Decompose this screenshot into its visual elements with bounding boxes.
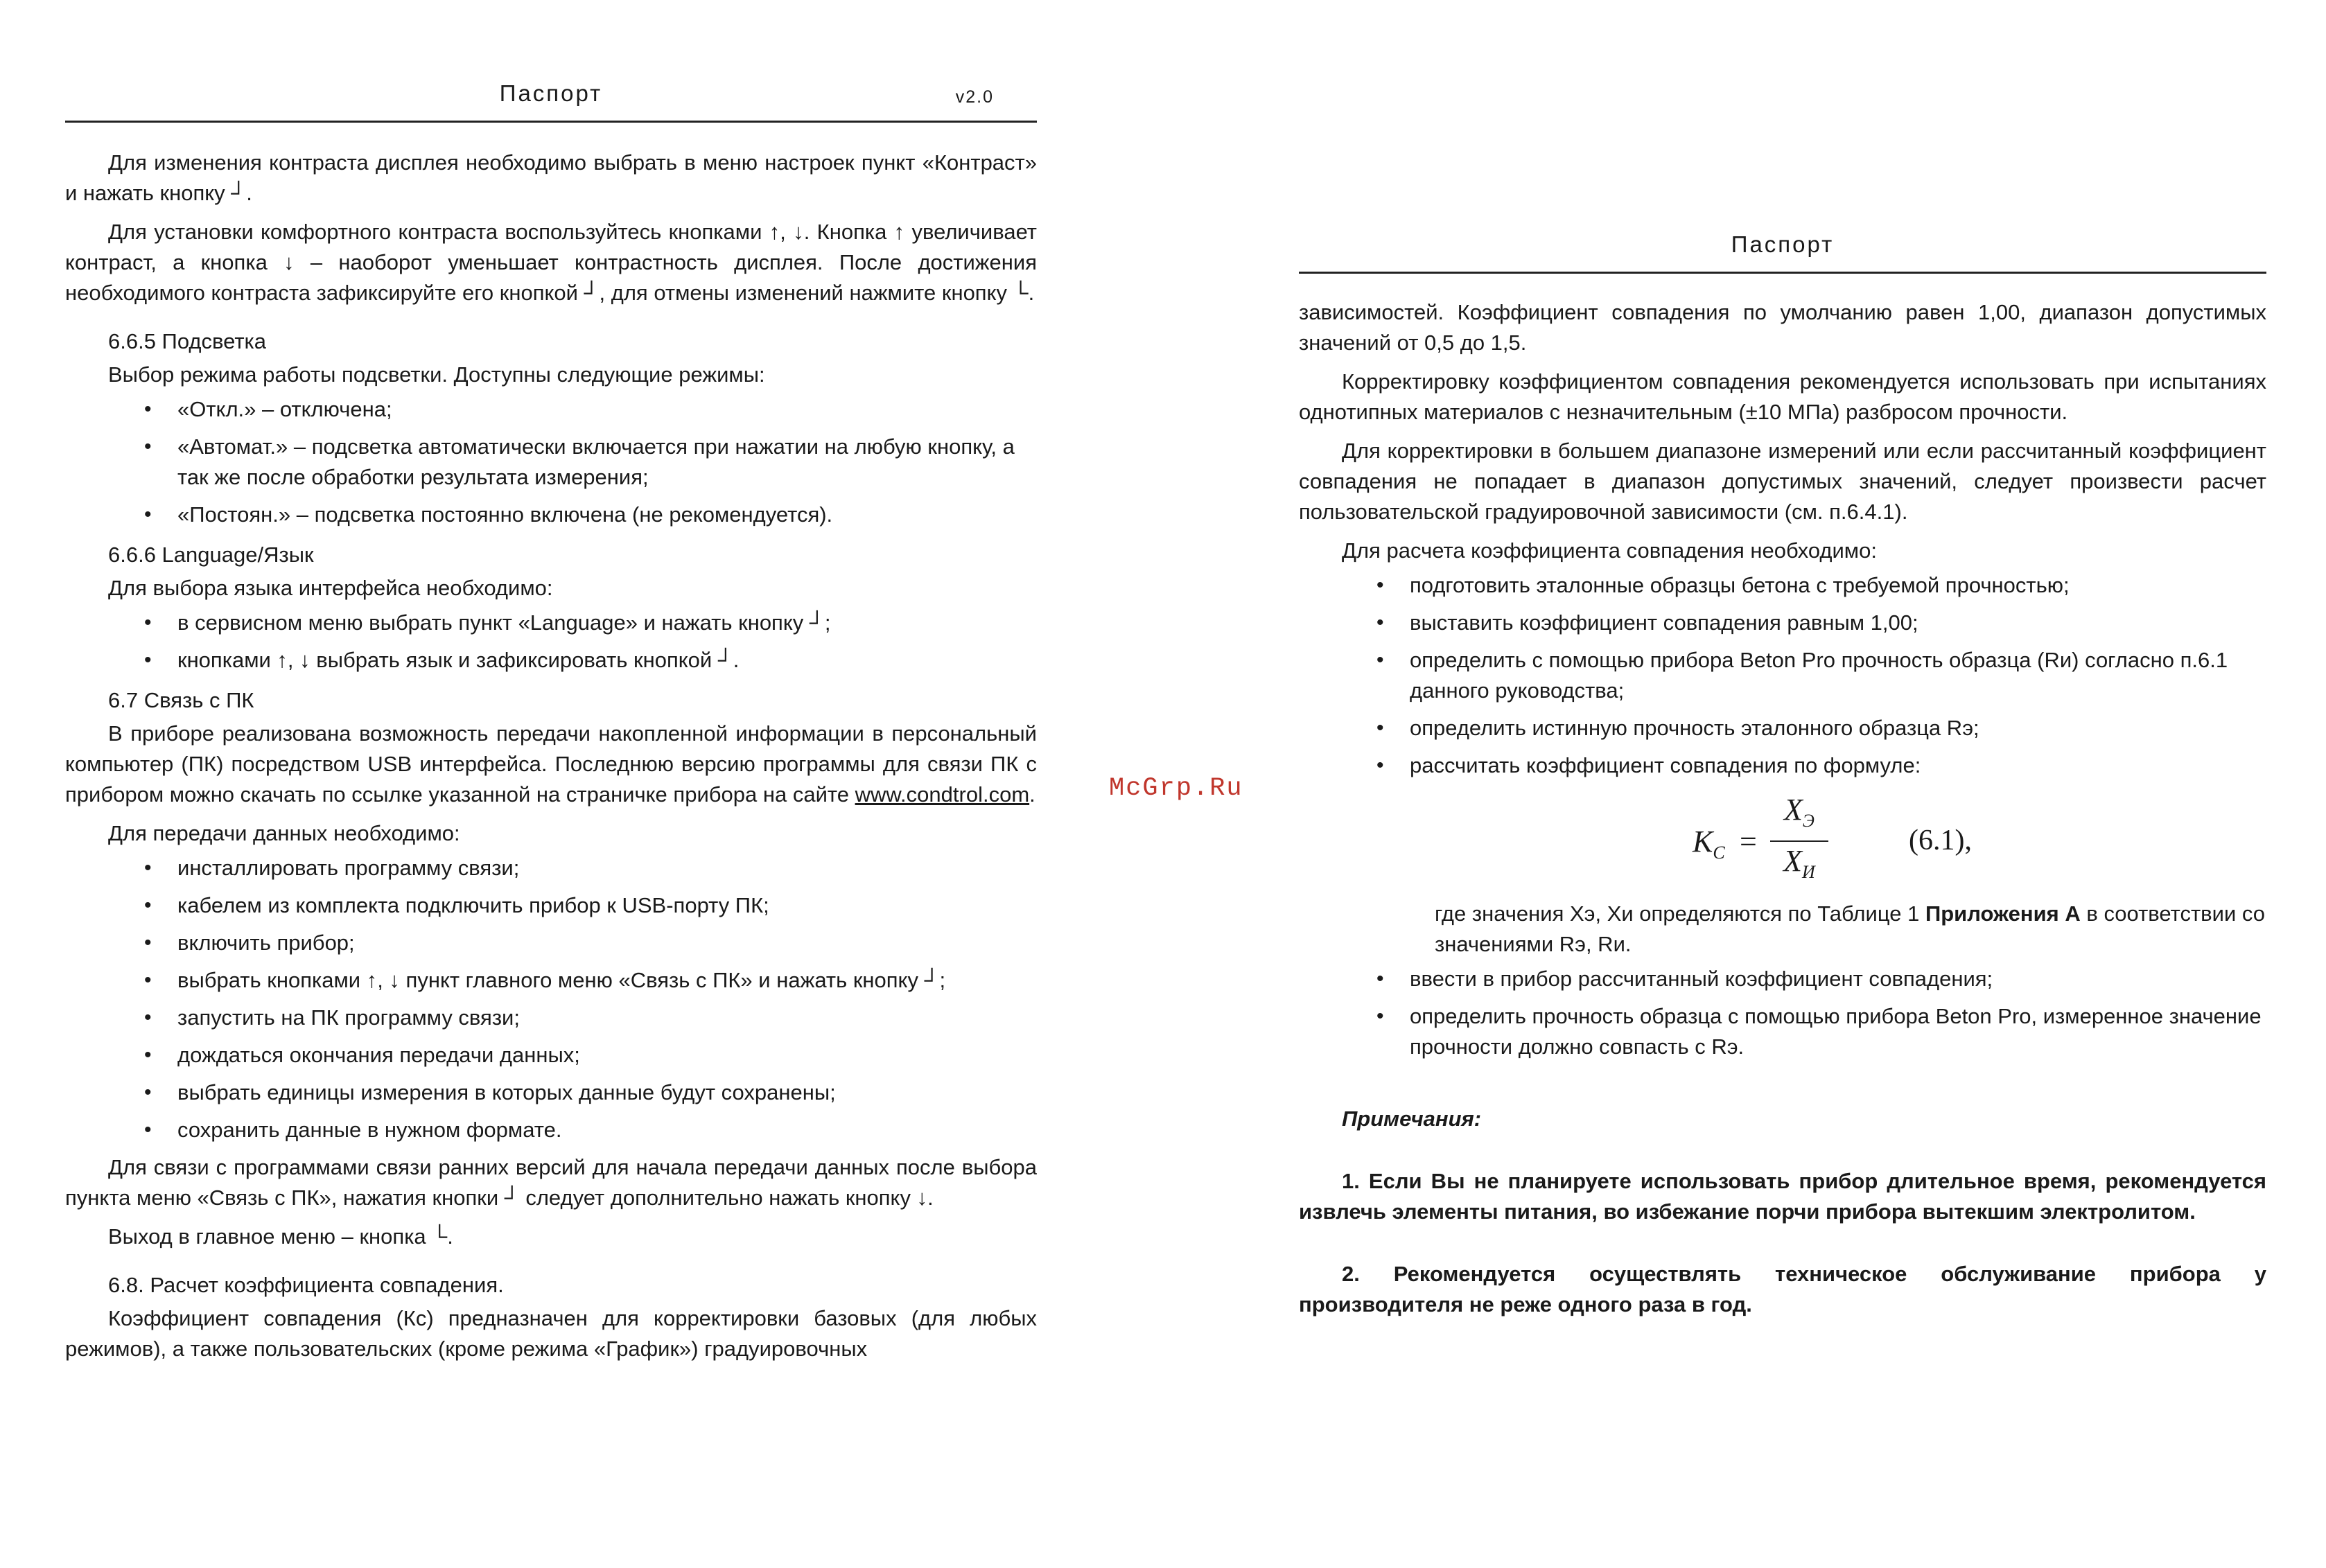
right-paragraph-2: Корректировку коэффициентом совпадения рекомендуется использовать при испытаниях однотипных материалов с незначительным (±10 МПа) разбросом прочности. [1299,369,2266,424]
list-item: • выбрать единицы измерения в которых данные будут сохранены; [65,1077,1037,1108]
backlight-mode-list [65,394,1037,530]
note-1: 1. Если Вы не планируете использовать прибор длительное время, рекомендуется извлечь элементы питания, во избежание порчи прибора вытекшим электролитом. [1299,1169,2266,1224]
section-6-6-6-title: 6.6.6 Language/Язык [108,543,314,567]
contrast-paragraph-1: Для изменения контраста дисплея необходимо выбрать в меню настроек пункт «Контраст» и нажать кнопку ┘. [65,150,1037,205]
list-item: • кабелем из комплекта подключить прибор к USB-порту ПК; [65,890,1037,921]
contrast-paragraph-2: Для установки комфортного контраста воспользуйтесь кнопками ↑, ↓. Кнопка ↑ увеличивает контраст, а кнопка ↓ – наоборот уменьшает контрастность дисплея. После достижения необходимого контраста зафиксируйте его кнопкой ┘, для отмены изменений нажмите кнопку └. [65,220,1037,305]
right-page-header [1299,229,2266,274]
formula-fraction [1770,791,1828,892]
formula-lhs: $K_C$ [1693,825,1725,863]
section-6-8-title: 6.8. Расчет коэффициента совпадения. [108,1273,504,1297]
list-item: • определить прочность образца с помощью прибора Beton Pro, измеренное значение прочности должно совпасть с Rэ. [1299,1001,2266,1062]
left-header-title: Паспорт [499,80,603,106]
right-paragraph-1: зависимостей. Коэффициент совпадения по умолчанию равен 1,00, диапазон допустимых значений от 0,5 до 1,5. [1299,300,2266,355]
list-item: • выбрать кнопками ↑, ↓ пункт главного меню «Связь с ПК» и нажать кнопку ┘; [65,965,1037,996]
pc-transfer-steps-list [65,853,1037,1145]
list-item: • дождаться окончания передачи данных; [65,1040,1037,1071]
list-item: • «Постоян.» – подсветка постоянно включена (не рекомендуется). [65,500,1037,530]
list-item: • в сервисном меню выбрать пункт «Language» и нажать кнопку ┘; [65,608,1037,638]
right-paragraph-4: Для расчета коэффициента совпадения необходимо: [1342,538,1877,563]
section-6-7-paragraph-4: Выход в главное меню – кнопка └. [108,1224,453,1249]
right-paragraph-3: Для корректировки в большем диапазоне измерений или если рассчитанный коэффициент совпадения не попадает в диапазон допустимых значений, следует произвести расчет пользовательской градуировочной зависимости (см. п.6.4.1). [1299,439,2266,524]
section-6-7-paragraph-3: Для связи с программами связи ранних версий для начала передачи данных после выбора пункта меню «Связь с ПК», нажатия кнопки ┘ следует дополнительно нажать кнопку ↓. [65,1155,1037,1210]
section-6-7-paragraph-2: Для передачи данных необходимо: [108,821,460,845]
section-6-7-title: 6.7 Связь с ПК [108,688,254,712]
list-item: • выставить коэффициент совпадения равным 1,00; [1299,608,2266,638]
list-item: • рассчитать коэффициент совпадения по формуле: [1299,750,2266,781]
left-header-version: v2.0 [955,87,994,107]
list-item: • включить прибор; [65,928,1037,958]
right-header-title: Паспорт [1731,231,1835,257]
mcgrp-watermark: McGrp.Ru [1109,774,1243,803]
list-item: • подготовить эталонные образцы бетона с требуемой прочностью; [1299,570,2266,601]
section-6-6-5-intro: Выбор режима работы подсветки. Доступны следующие режимы: [108,362,765,387]
appendix-a-ref: Приложения А [1925,901,2081,926]
list-item: • запустить на ПК программу связи; [65,1003,1037,1033]
section-6-6-5-title: 6.6.5 Подсветка [108,329,267,353]
note-2: 2. Рекомендуется осуществлять техническое обслуживание прибора у производителя не реже одного раза в год. [1299,1262,2266,1316]
list-item: • «Откл.» – отключена; [65,394,1037,425]
formula-6-1 [1299,791,2266,895]
list-item: • определить истинную прочность эталонного образца Rэ; [1299,713,2266,743]
section-6-6-6-intro: Для выбора языка интерфейса необходимо: [108,576,553,600]
formula-explanation: где значения Хэ, Хи определяются по Таблице 1 Приложения А в соответствии со значениями Rэ, Rи. [1435,901,2265,956]
list-item: • «Автомат.» – подсветка автоматически включается при нажатии на любую кнопку, а так же после обработки результата измерения; [65,432,1037,493]
notes-title: Примечания: [1342,1107,1482,1131]
left-page-header [65,78,1037,123]
formula-numerator: $X_Э$ [1770,791,1828,842]
formula-denominator: $X_И$ [1783,843,1815,882]
formula-equals: = [1740,825,1757,858]
list-item: • кнопками ↑, ↓ выбрать язык и зафиксировать кнопкой ┘. [65,645,1037,676]
list-item: • ввести в прибор рассчитанный коэффициент совпадения; [1299,964,2266,994]
formula-number: (6.1), [1909,825,1972,856]
right-page [1299,229,2266,1320]
list-item: • инсталлировать программу связи; [65,853,1037,883]
section-6-7-text: В приборе реализована возможность передачи накопленной информации в персональный компьютер (ПК) посредством USB интерфейса. Последнюю версию программы для связи ПК с прибором можно скачать по ссылке указанной на страничке прибора на сайте [65,721,1037,807]
list-item: • определить с помощью прибора Beton Pro прочность образца (Rи) согласно п.6.1 данного руководства; [1299,645,2266,706]
coefficient-steps-list [1299,570,2266,781]
section-6-7-paragraph-1: В приборе реализована возможность передачи накопленной информации в персональный компьютер (ПК) посредством USB интерфейса. Последнюю версию программы для связи ПК с прибором можно скачать по ссылке указанной на страничке прибора на сайте www.condtrol.com. [65,721,1037,807]
left-page [65,78,1037,1364]
language-steps-list [65,608,1037,676]
list-item: • сохранить данные в нужном формате. [65,1115,1037,1145]
section-6-8-paragraph-1: Коэффициент совпадения (Кс) предназначен для корректировки базовых (для любых режимов), а также пользовательских (кроме режима «График») градуировочных [65,1306,1037,1361]
condtrol-website-link[interactable]: www.condtrol.com [855,782,1030,807]
coefficient-final-steps-list [1299,964,2266,1062]
